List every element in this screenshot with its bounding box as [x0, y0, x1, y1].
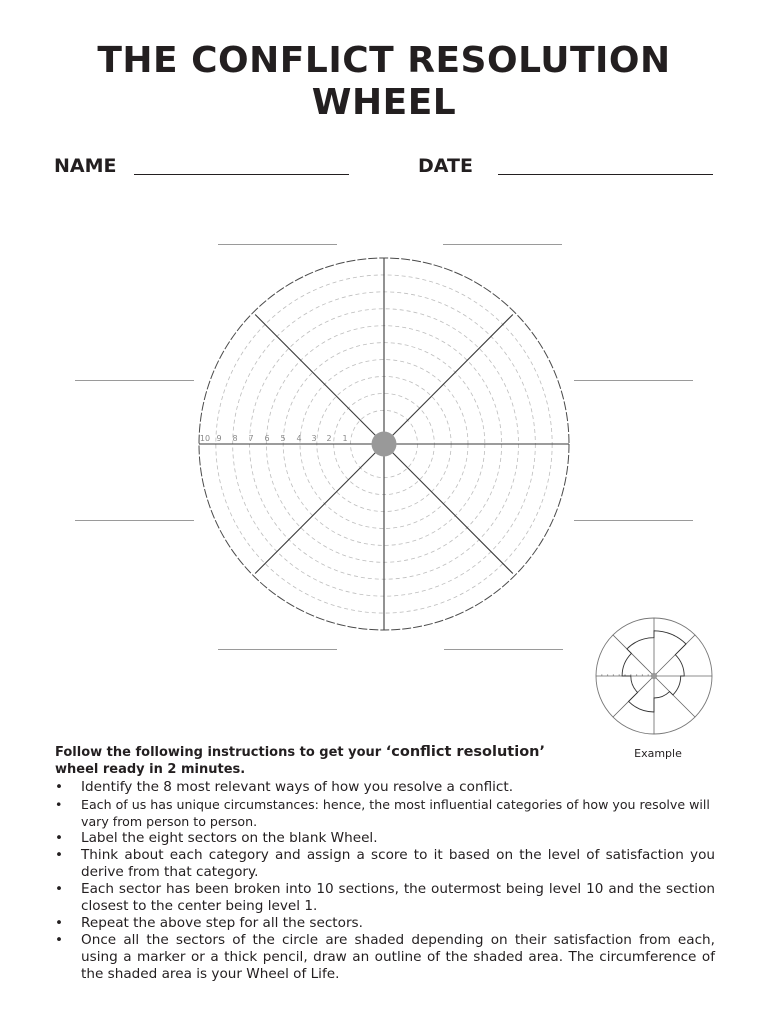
instruction-item: [55, 796, 715, 830]
scale-label: 8: [232, 434, 238, 443]
bullet: •: [55, 881, 64, 897]
instructions-intro-highlight: ‘conflict resolution’: [385, 744, 545, 760]
instruction-text: Each of us has unique circumstances: hence, the most influential categories of how you resolve will vary from person to person.: [81, 797, 710, 829]
instruction-text: Each sector has been broken into 10 sections, the outermost being level 10 and the section closest to the center being level 1.: [81, 881, 715, 914]
instruction-item: [55, 779, 715, 796]
example-sector-divider: [654, 635, 695, 676]
example-scale-tick: [642, 674, 643, 675]
example-sector-divider: [654, 676, 695, 717]
example-scale-tick: [595, 674, 596, 675]
example-scale-tick: [648, 674, 649, 675]
date-label: DATE: [418, 155, 473, 177]
instructions-list: [55, 779, 715, 983]
wheel-scale: [200, 434, 348, 443]
bullet: •: [55, 779, 64, 795]
instruction-item: [55, 932, 715, 983]
scale-label: 4: [296, 434, 302, 443]
conflict-resolution-wheel[interactable]: [199, 258, 569, 630]
example-scale-tick: [636, 674, 637, 675]
instructions-intro: [55, 744, 575, 778]
instruction-text: Repeat the above step for all the sectors.: [81, 915, 363, 931]
bullet: •: [55, 830, 64, 846]
scale-label: 7: [248, 434, 254, 443]
instruction-text: Label the eight sectors on the blank Wheel.: [81, 830, 378, 846]
example-center-hub: [651, 673, 657, 679]
example-scale-tick: [601, 674, 602, 675]
example-wheel: [595, 618, 712, 734]
instruction-text: Once all the sectors of the circle are shaded depending on their satisfaction from each, using a marker or a thick pencil, draw an outline of the shaded area. The circumference of the shaded area is your Wheel of Life.: [81, 932, 715, 982]
scale-label: 9: [216, 434, 222, 443]
example-scale-tick: [624, 674, 625, 675]
instruction-text: Think about each category and assign a score to it based on the level of satisfaction you derive from that category.: [81, 847, 715, 880]
scale-label: 10: [199, 434, 211, 443]
instruction-item: [55, 847, 715, 881]
bullet: •: [55, 932, 64, 948]
page-title-line-2: WHEEL: [311, 82, 457, 123]
example-scale-tick: [613, 674, 614, 675]
page-title-line-1: THE CONFLICT RESOLUTION: [97, 40, 671, 81]
scale-label: 2: [326, 434, 332, 443]
bullet: •: [55, 915, 64, 931]
scale-label: 6: [264, 434, 270, 443]
instructions-intro-end: wheel ready in 2 minutes.: [55, 762, 246, 777]
wheel-center-hub: [372, 432, 397, 457]
example-sector-divider: [613, 635, 654, 676]
name-label: NAME: [54, 155, 117, 177]
example-scale-tick: [619, 674, 620, 675]
example-caption: Example: [634, 747, 682, 760]
instruction-text: Identify the 8 most relevant ways of how you resolve a conflict.: [81, 779, 514, 795]
instruction-item: [55, 881, 715, 915]
instruction-item: [55, 915, 715, 932]
example-scale-tick: [630, 674, 631, 675]
example-scale-tick: [607, 674, 608, 675]
scale-label: 3: [311, 434, 317, 443]
bullet: •: [55, 797, 63, 812]
scale-label: 1: [342, 434, 348, 443]
instruction-item: [55, 830, 715, 847]
scale-label: 5: [280, 434, 286, 443]
bullet: •: [55, 847, 64, 863]
instructions-intro-start: Follow the following instructions to get your: [55, 745, 386, 760]
instructions: [55, 744, 715, 983]
